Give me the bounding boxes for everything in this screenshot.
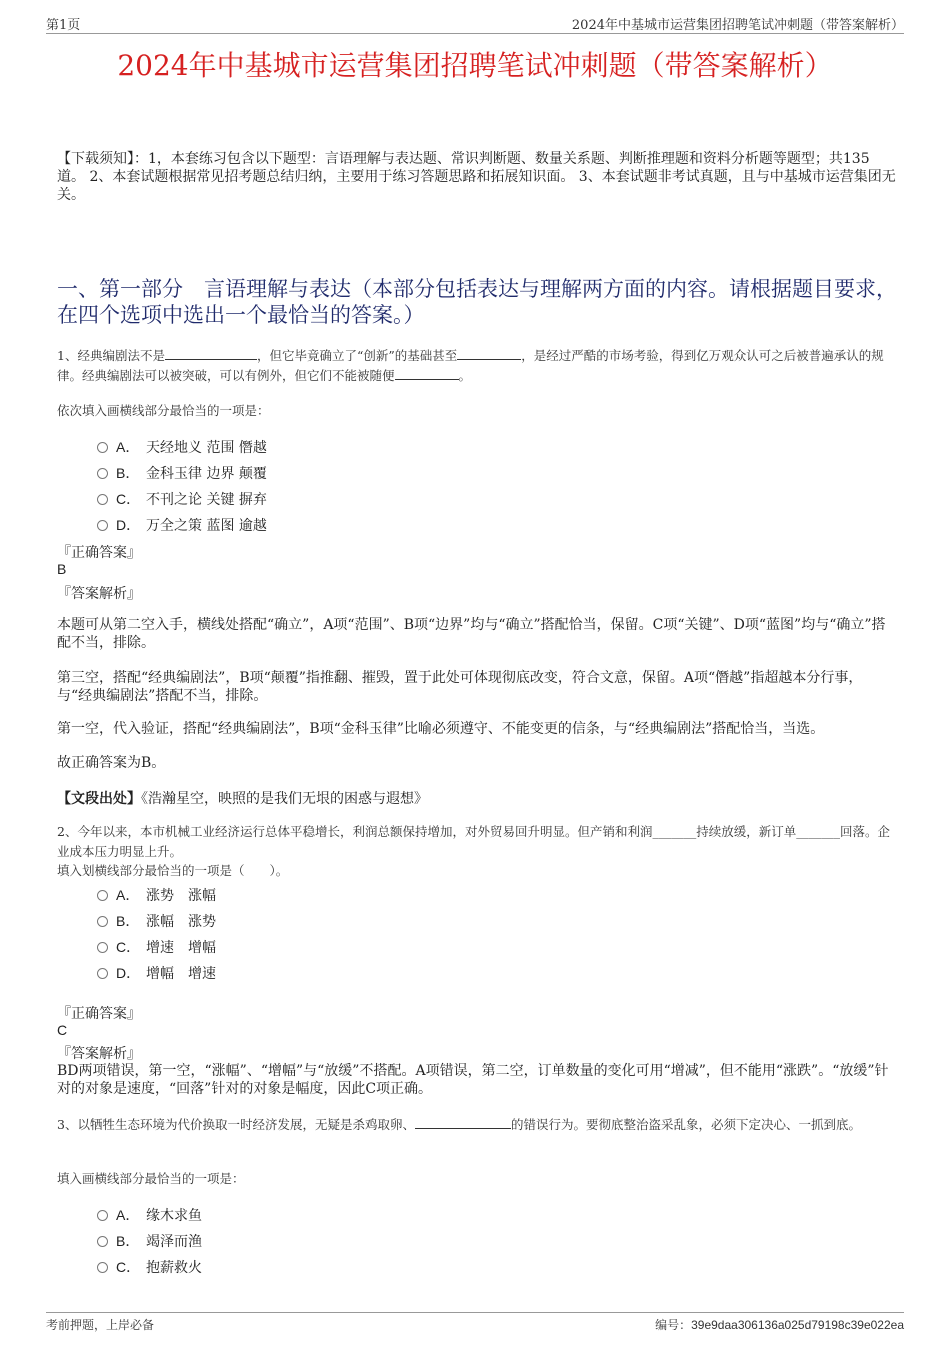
question-1-instruction: 依次填入画横线部分最恰当的一项是： [57, 403, 270, 418]
q3-option-c[interactable]: C． 抱薪救火 [97, 1257, 202, 1277]
q1-option-d[interactable]: D． 万全之策 蓝图 逾越 [97, 515, 267, 535]
footer-divider [46, 1312, 904, 1313]
q2-answer-label: 『正确答案』 [57, 1006, 141, 1022]
q1-answer-label: 『正确答案』 [57, 545, 141, 561]
footer-code: 编号：39e9daa306136a025d79198c39e022ea [655, 1318, 904, 1332]
footer-slogan: 考前押题，上岸必备 [46, 1318, 155, 1332]
radio-icon[interactable] [97, 1262, 108, 1273]
radio-icon[interactable] [97, 442, 108, 453]
blank-2 [457, 346, 521, 360]
q3-option-b[interactable]: B． 竭泽而渔 [97, 1231, 202, 1251]
radio-icon[interactable] [97, 968, 108, 979]
section-heading: 一、第一部分 言语理解与表达（本部分包括表达与理解两方面的内容。请根据题目要求，在四个选项中选出一个最恰当的答案。） [57, 277, 897, 327]
radio-icon[interactable] [97, 494, 108, 505]
q2-analysis-label: 『答案解析』 [57, 1046, 141, 1062]
question-1-text: 1、经典编剧法不是 ，但它毕竟确立了“创新”的基础甚至 ，是经过严酷的市场考验，得到亿万观众认可之后被普遍承认的规律。经典编剧法可以被突破，可以有例外，但它们不能被随便 。 [57, 348, 884, 383]
radio-icon[interactable] [97, 916, 108, 927]
q2-option-b[interactable]: B． 涨幅 涨势 [97, 911, 216, 931]
blank-1 [415, 1115, 511, 1129]
header-divider [46, 33, 904, 34]
question-2-text: 2、今年以来，本市机械工业经济运行总体平稳增长，利润总额保持增加，对外贸易回升明显。但产销和利润_______持续放缓，新订单_______回落。企业成本压力明显上升。 [57, 824, 890, 859]
radio-icon[interactable] [97, 1236, 108, 1247]
q1-source: 【文段出处】《浩瀚星空，映照的是我们无垠的困惑与遐想》 [57, 791, 428, 807]
q1-option-c[interactable]: C． 不刊之论 关键 摒弃 [97, 489, 267, 509]
q2-option-a[interactable]: A． 涨势 涨幅 [97, 885, 216, 905]
radio-icon[interactable] [97, 468, 108, 479]
question-3-text: 3、以牺牲生态环境为代价换取一时经济发展，无疑是杀鸡取卵、 的错误行为。要彻底整治盗采乱象，必须下定决心、一抓到底。 [57, 1117, 861, 1132]
q1-option-a[interactable]: A． 天经地义 范围 僭越 [97, 437, 267, 457]
question-2-instruction: 填入划横线部分最恰当的一项是（ ）。 [57, 863, 289, 878]
q1-analysis-para-3: 第一空，代入验证，搭配“经典编剧法”，B项“金科玉律”比喻必须遵守、不能变更的信条，与“经典编剧法”搭配恰当，当选。 [57, 721, 825, 737]
radio-icon[interactable] [97, 1210, 108, 1221]
q1-option-b[interactable]: B． 金科玉律 边界 颠覆 [97, 463, 267, 483]
q2-analysis: BD两项错误，第一空，“涨幅”、“增幅”与“放缓”不搭配。A项错误，第二空，订单数量的变化可用“增减”，但不能用“涨跌”。“放缓”针对的对象是速度，“回落”针对的对象是幅度，因此C项正确。 [57, 1063, 889, 1097]
q1-analysis-para-1: 本题可从第二空入手，横线处搭配“确立”，A项“范围”、B项“边界”均与“确立”搭配恰当，保留。C项“关键”、D项“蓝图”均与“确立”搭配不当，排除。 [57, 617, 886, 651]
radio-icon[interactable] [97, 942, 108, 953]
q2-option-c[interactable]: C． 增速 增幅 [97, 937, 216, 957]
q1-answer: B [57, 561, 67, 577]
q2-option-d[interactable]: D． 增幅 增速 [97, 963, 216, 983]
header-doc-title: 2024年中基城市运营集团招聘笔试冲刺题（带答案解析） [571, 18, 904, 33]
q3-option-a[interactable]: A． 缘木求鱼 [97, 1205, 202, 1225]
radio-icon[interactable] [97, 520, 108, 531]
radio-icon[interactable] [97, 890, 108, 901]
page-number: 第1页 [46, 18, 81, 33]
question-3-instruction: 填入画横线部分最恰当的一项是： [57, 1171, 245, 1186]
blank-3 [395, 366, 459, 380]
page-title: 2024年中基城市运营集团招聘笔试冲刺题（带答案解析） [117, 49, 833, 82]
blank-1 [165, 346, 257, 360]
q2-answer: C [57, 1022, 68, 1038]
q1-analysis-para-4: 故正确答案为B。 [57, 755, 166, 771]
q1-analysis-para-2: 第三空，搭配“经典编剧法”，B项“颠覆”指推翻、摧毁，置于此处可体现彻底改变，符合文意，保留。A项“僭越”指超越本分行事，与“经典编剧法”搭配不当，排除。 [57, 670, 863, 704]
q1-analysis-label: 『答案解析』 [57, 586, 141, 602]
download-notice: 【下载须知】：1，本套练习包含以下题型：言语理解与表达题、常识判断题、数量关系题、判断推理题和资料分析题等题型；共135道。 2、本套试题根据常见招考题总结归纳，主要用于练习答题思路和拓展知识面。 3、本套试题非考试真题，且与中基城市运营集团无关。 [57, 151, 896, 203]
